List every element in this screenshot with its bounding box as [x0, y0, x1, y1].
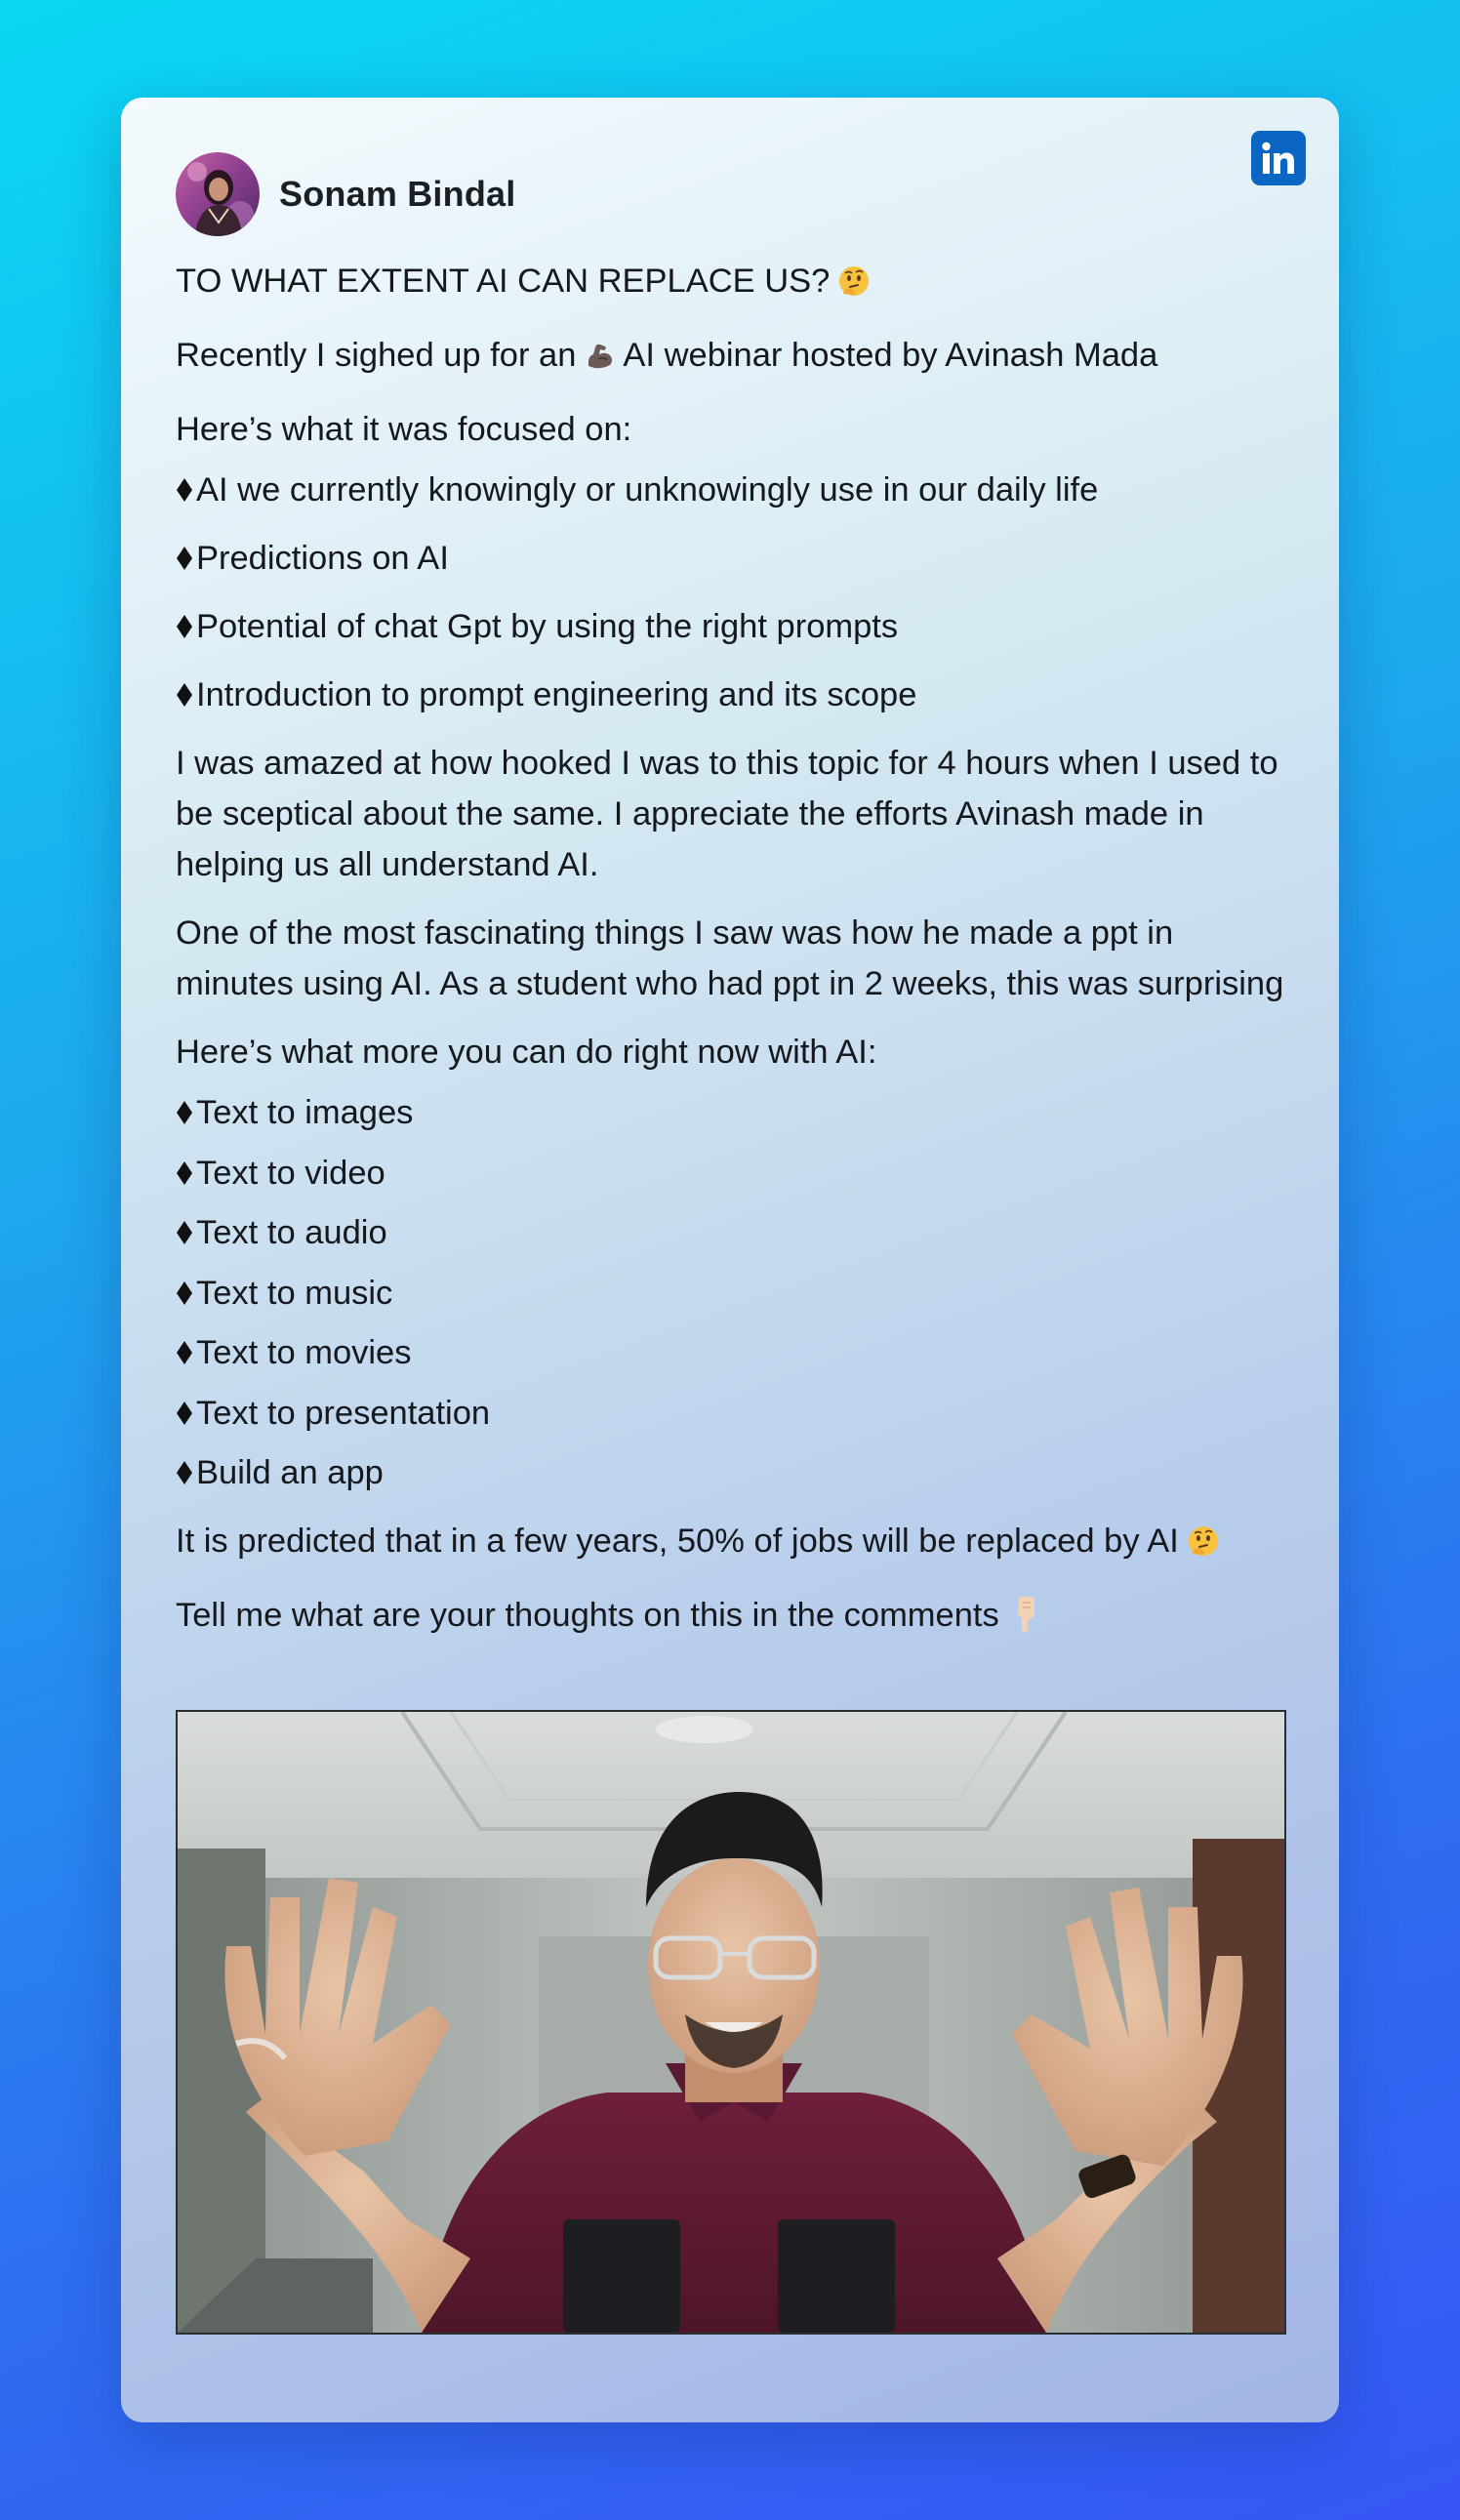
diamond-bullet-icon [176, 1160, 193, 1186]
pointing-down-icon [1011, 1596, 1040, 1646]
post-body [176, 256, 1288, 1664]
list-item [176, 601, 1288, 652]
flexed-biceps-icon [584, 336, 617, 386]
diamond-bullet-icon [176, 1340, 193, 1365]
list-item-text: Text to audio [196, 1214, 387, 1251]
diamond-bullet-icon [176, 1460, 193, 1485]
intro-rest-text: AI webinar hosted by Avinash Mada [623, 337, 1158, 374]
focus-heading: Here’s what it was focused on: [176, 411, 632, 448]
prediction-text [176, 1516, 1288, 1572]
list-item-text: Text to movies [196, 1334, 412, 1371]
more-heading: Here’s what more you can do right now with AI: [176, 1034, 877, 1071]
intro-text: Recently I sighed up for an [176, 337, 577, 374]
post-paragraph: One of the most fascinating things I saw was how he made a ppt in minutes using AI. As a student who had ppt in 2 weeks, this was surprising [176, 915, 1284, 1002]
post-author [176, 152, 515, 236]
list-item [176, 1388, 1288, 1439]
post-video[interactable] [176, 1710, 1286, 2335]
list-item [176, 465, 1288, 515]
post-title-text: TO WHAT EXTENT AI CAN REPLACE US? [176, 263, 831, 300]
diamond-bullet-icon [176, 1220, 193, 1245]
more-list [176, 1087, 1288, 1498]
list-item-text: Build an app [196, 1454, 384, 1491]
focus-list [176, 465, 1288, 720]
diamond-bullet-icon [176, 477, 193, 503]
diamond-bullet-icon [176, 546, 193, 571]
post-title [176, 256, 1288, 312]
list-item-text: Text to presentation [196, 1394, 491, 1432]
diamond-bullet-icon [176, 614, 193, 639]
post-intro [176, 330, 1288, 386]
list-item-text: Text to video [196, 1154, 385, 1192]
diamond-bullet-icon [176, 1280, 193, 1306]
list-item [176, 1207, 1288, 1258]
diamond-bullet-icon [176, 682, 193, 708]
list-item [176, 1327, 1288, 1378]
video-frame-image [178, 1712, 1284, 2333]
list-item-text: Predictions on AI [196, 540, 449, 577]
list-item-text: AI we currently knowingly or unknowingly use in our daily life [196, 471, 1099, 508]
list-item [176, 533, 1288, 584]
post-card [121, 98, 1339, 2422]
avatar[interactable] [176, 152, 260, 236]
thinking-face-icon [837, 262, 871, 312]
post-paragraph: I was amazed at how hooked I was to this topic for 4 hours when I used to be sceptical about the same. I appreciate the efforts Avinash made in helping us all understand AI. [176, 745, 1278, 883]
diamond-bullet-icon [176, 1100, 193, 1125]
call-to-action-text: Tell me what are your thoughts on this in the comments [176, 1597, 999, 1634]
prediction-text-content: It is predicted that in a few years, 50% of jobs will be replaced by AI [176, 1523, 1179, 1560]
list-item [176, 1447, 1288, 1498]
call-to-action [176, 1590, 1288, 1646]
diamond-bullet-icon [176, 1401, 193, 1426]
list-item-text: Text to music [196, 1274, 393, 1312]
list-item-text: Text to images [196, 1094, 414, 1131]
list-item [176, 670, 1288, 720]
list-item-text: Introduction to prompt engineering and its scope [196, 676, 917, 713]
list-item [176, 1268, 1288, 1319]
author-name[interactable]: Sonam Bindal [279, 174, 516, 214]
linkedin-icon[interactable] [1251, 131, 1306, 185]
thinking-face-icon [1187, 1522, 1220, 1572]
list-item [176, 1087, 1288, 1138]
list-item [176, 1148, 1288, 1199]
list-item-text: Potential of chat Gpt by using the right prompts [196, 608, 899, 645]
